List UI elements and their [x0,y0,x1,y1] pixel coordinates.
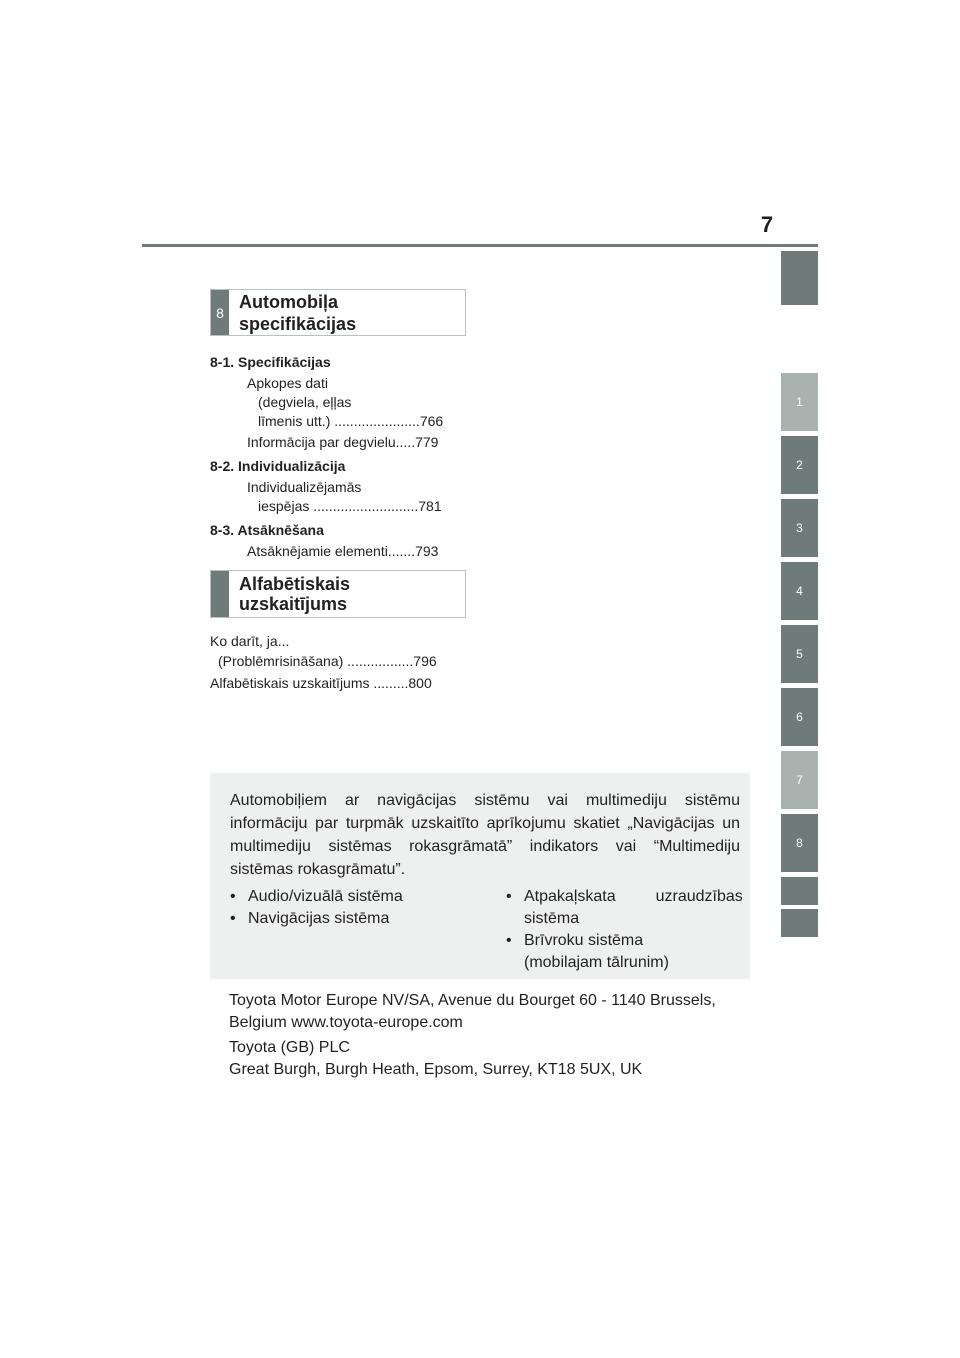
note-text: Automobiļiem ar navigācijas sistēmu vai multimediju sistēmu informāciju par turpmāk uzskaitīto aprīkojumu skatiet „Navigācijas un multimediju sistēmas rokasgrāmatā” indikators vai “Multimediju sistēmas rokasgrāmatu”. [230,792,740,878]
index-marker [211,571,229,617]
bullet: • [230,888,236,905]
note-box [210,773,750,979]
footer-address-line: Toyota Motor Europe NV/SA, Avenue du Bourget 60 - 1140 Brussels, [229,992,716,1009]
section-8-title: Automobiļa specifikācijas [239,291,357,334]
toc-item[interactable]: Ko darīt, ja... [210,633,290,649]
note-list-right [506,886,743,974]
footer-address-line: Belgium www.toyota-europe.com [229,1014,463,1031]
page-number: 7 [760,212,774,237]
footer-address-line: Great Burgh, Burgh Heath, Epsom, Surrey, KT18 5UX, UK [229,1061,643,1078]
section-8-header [210,289,466,336]
toc-item[interactable]: iespējas ...........................781 [258,498,442,514]
list-item: • Brīvroku sistēma (mobilajam tālrunim) [506,932,669,971]
toc-item[interactable]: Individualizējamās [247,479,362,495]
chapter-tab-4[interactable]: 4 [781,562,818,620]
bullet: • [230,910,236,927]
footer-address-line: Toyota (GB) PLC [229,1039,350,1056]
section-8-marker: 8 [211,290,229,335]
toc-item[interactable]: līmenis utt.) ......................766 [258,413,444,429]
chapter-tab-blank-1[interactable] [781,877,818,905]
list-item: • Navigācijas sistēma [230,908,460,930]
list-item: • Audio/vizuālā sistēma [230,886,460,908]
chapter-tab-5[interactable]: 5 [781,625,818,683]
bullet: • [506,888,512,905]
toc-item[interactable]: Alfabētiskais uzskaitījums .........800 [210,675,432,691]
index-title-line2: uzskaitījums [239,594,348,614]
index-header [210,570,466,618]
chapter-tab-blank-2[interactable] [781,909,818,937]
note-list-left [230,886,460,930]
chapter-tab-blank-top[interactable] [781,251,818,305]
header-rule [142,244,818,247]
chapter-tab-6[interactable]: 6 [781,688,818,746]
toc-heading-8-3[interactable]: 8-3. Atsāknēšana [210,522,324,538]
chapter-tab-2[interactable]: 2 [781,436,818,494]
toc-item[interactable]: Atsāknējamie elementi.......793 [247,543,439,559]
toc-heading-8-1[interactable]: 8-1. Specifikācijas [210,354,331,370]
toc-heading-8-2[interactable]: 8-2. Individualizācija [210,458,346,474]
toc-item[interactable]: (degviela, eļļas [258,394,352,410]
chapter-tab-3[interactable]: 3 [781,499,818,557]
chapter-tab-7[interactable]: 7 [781,751,818,809]
index-title-line1: Alfabētiskais [239,574,351,594]
index-title [229,571,360,617]
list-item: • Atpakaļskata uzraudzības sistēma [506,888,743,927]
toc-item[interactable]: Informācija par degvielu.....779 [247,434,439,450]
bullet: • [506,932,512,949]
chapter-tab-8[interactable]: 8 [781,814,818,872]
toc-item[interactable]: Apkopes dati [247,375,328,391]
chapter-tab-1[interactable]: 1 [781,373,818,431]
toc-item[interactable]: (Problēmrisināšana) .................796 [218,653,437,669]
